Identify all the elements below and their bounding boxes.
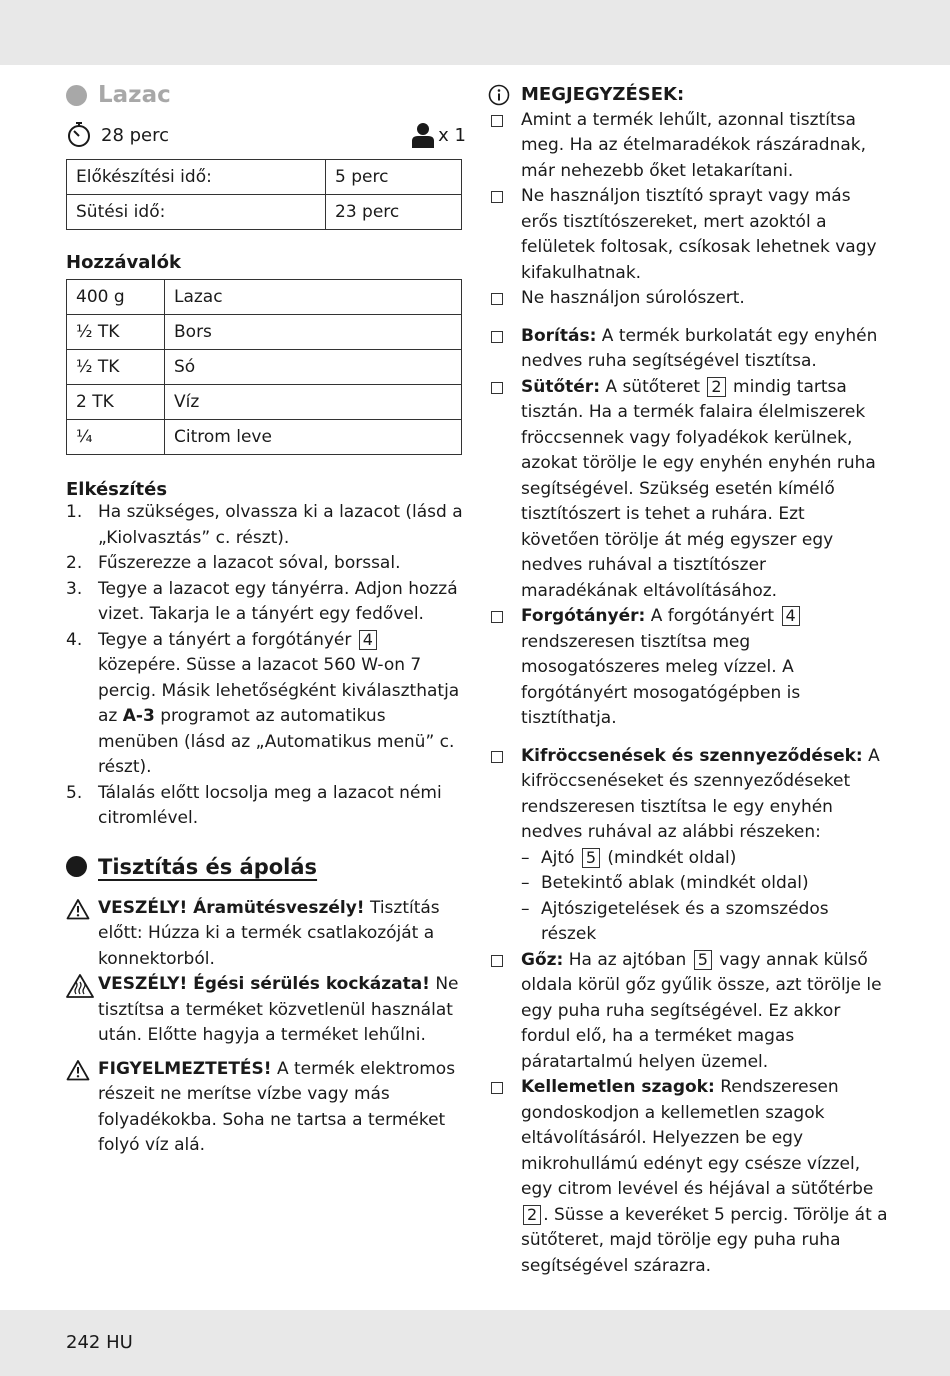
ingredients-heading: Hozzávalók [66,252,181,273]
ingredient-qty: ½ TK [67,315,165,350]
checkbox-square-icon [491,1082,503,1094]
ingredient-qty: 2 TK [67,385,165,420]
cleaning-heading [66,850,466,884]
ingredients-table [66,279,462,455]
recipe-meta [66,120,466,150]
time-value: 23 perc [326,195,462,230]
table-row [67,315,462,350]
bullet-dot-icon [66,856,87,877]
warning-triangle-icon [66,1059,90,1090]
ingredient-name: Citrom leve [165,420,462,455]
table-row [67,195,462,230]
ingredient-qty: ¼ [67,420,165,455]
steps-list [66,500,466,832]
person-icon [412,122,434,148]
ingredient-qty: ½ TK [67,350,165,385]
warning-triangle-icon [66,898,90,929]
list-item: 3. Tegye a lazacot egy tányérra. Adjon hozzá vizet. Takarja le a tányért egy fedővel. [66,578,458,624]
list-item: Ne használjon tisztító sprayt vagy más erős tisztítószereket, mert azoktól a felületek foltosak, csíkosak lehetnek vagy kifakulhatnak. [488,184,888,286]
list-item: – Betekintő ablak (mindkét oldal) [521,873,809,893]
time-label: Előkészítési idő: [67,160,326,195]
warning-burn: VESZÉLY! Égési sérülés kockázata! Ne tisztítsa a terméket közvetlenül használat után. Előtte hagyja a terméket lehűlni. [66,972,466,1049]
warning-electric: VESZÉLY! Áramütésveszély! Tisztítás előtt: Húzza ki a termék csatlakozóját a konnektorból. [66,896,466,973]
reference-number: 2 [707,377,725,397]
right-column [488,82,888,1279]
checkbox-square-icon [491,611,503,623]
list-item: 1. Ha szükséges, olvassza ki a lazacot (lásd a „Kiolvasztás” c. részt). [66,502,463,548]
table-row [67,350,462,385]
checkbox-square-icon [491,331,503,343]
ingredient-name: Bors [165,315,462,350]
program-code: A-3 [122,706,155,726]
ingredient-name: Lazac [165,280,462,315]
list-item: – Ajtószigetelések és a szomszédos részek [521,898,829,944]
table-row [67,420,462,455]
list-item: Amint a termék lehűlt, azonnal tisztítsa meg. Ha az ételmaradékok rászáradnak, már nehezebb őket letakarítani. [488,108,888,185]
ingredient-name: Víz [165,385,462,420]
recipe-heading [66,80,466,110]
list-item: 4. Tegye a tányért a forgótányér 4 közepére. Süsse a lazacot 560 W-on 7 percig. Másik lehetőségként kiválaszthatja az A-3 programot az automatikus menüben (lásd az „Automatikus menü” c. részt). [66,629,460,777]
hot-surface-icon [66,974,94,1007]
recipe-title: Lazac [98,82,171,108]
times-table [66,159,462,230]
ingredient-name: Só [165,350,462,385]
list-item: Kifröccsenések és szennyeződések: A kifröccsenéseket és szennyeződéseket rendszeresen tisztítsa le egy enyhén nedves ruhával az alábbi részeken: – Ajtó 5 (mindkét oldal) – Betekintő ablak (mindkét oldal) – Ajtószigetelések és a szomszédos részek [488,744,888,948]
list-item: Forgótányér: A forgótányért 4 rendszeresen tisztítsa meg mosogatószeres meleg vízzel. A forgótányért mosogatógépben is tisztíthatja. [488,604,888,732]
list-item: 2. Fűszerezze a lazacot sóval, borssal. [66,553,401,573]
time-value: 5 perc [326,160,462,195]
list-item: 5. Tálalás előtt locsolja meg a lazacot némi citromlével. [66,782,442,828]
table-row [67,160,462,195]
cleaning-title: Tisztítás és ápolás [98,854,318,879]
list-item: Gőz: Ha az ajtóban 5 vagy annak külső oldala körül gőz gyűlik össze, azt törölje le egy puha ruha segítségével. Ez akkor fordul elő, ha a terméket magas páratartalmú helyen üzemel. [488,948,888,1076]
table-row [67,385,462,420]
reference-number: 5 [582,848,600,868]
checkbox-square-icon [491,382,503,394]
page-number: 242 HU [66,1332,133,1353]
list-item: – Ajtó 5 (mindkét oldal) [521,847,737,868]
list-item: Kellemetlen szagok: Rendszeresen gondoskodjon a kellemetlen szagok eltávolításáról. Helyezzen be egy mikrohullámú edényt egy csésze vízzel, egy citrom levével és héjával a sütőtérbe 2 . Süsse a keveréket 5 percig. Törölje át a sütőteret, majd törölje egy puha ruha segítségével szárazra. [488,1075,888,1279]
preparation-heading: Elkészítés [66,479,168,500]
reference-number: 5 [694,950,712,970]
ingredient-qty: 400 g [67,280,165,315]
checkbox-square-icon [491,191,503,203]
header-band [0,0,950,65]
checkbox-square-icon [491,115,503,127]
servings: x 1 [438,124,466,146]
left-column [66,80,466,1159]
warning-caution: FIGYELMEZTETÉS! A termék elektromos részeit ne merítse vízbe vagy más folyadékokba. Soha ne tartsa a terméket folyó víz alá. [66,1057,466,1159]
checkbox-square-icon [491,955,503,967]
footer-band [0,1310,950,1376]
bullet-dot-icon [66,85,87,106]
checkbox-square-icon [491,751,503,763]
checkbox-square-icon [491,293,503,305]
reference-number: 2 [523,1205,541,1225]
total-time: 28 perc [101,124,170,146]
list-item: Ne használjon súrolószert. [488,286,888,312]
time-label: Sütési idő: [67,195,326,230]
list-item: Sütőtér: A sütőteret 2 mindig tartsa tisztán. Ha a termék falaira élelmiszerek fröccsennek vagy folyadékok kerülnek, azokat törölje le egy enyhén enyhén ruha segítségével. Szükség esetén kímélő tisztítószert is tehet a ruhára. Ezt követően törölje át még egyszer egy nedves ruhával a tisztítószer maradékának eltávolításához. [488,375,888,605]
notes-heading: MEGJEGYZÉSEK: [488,82,888,108]
reference-number: 4 [359,630,377,650]
table-row [67,280,462,315]
reference-number: 4 [782,606,800,626]
stopwatch-icon [66,122,92,148]
list-item: Borítás: A termék burkolatát egy enyhén nedves ruha segítségével tisztítsa. [488,324,888,375]
